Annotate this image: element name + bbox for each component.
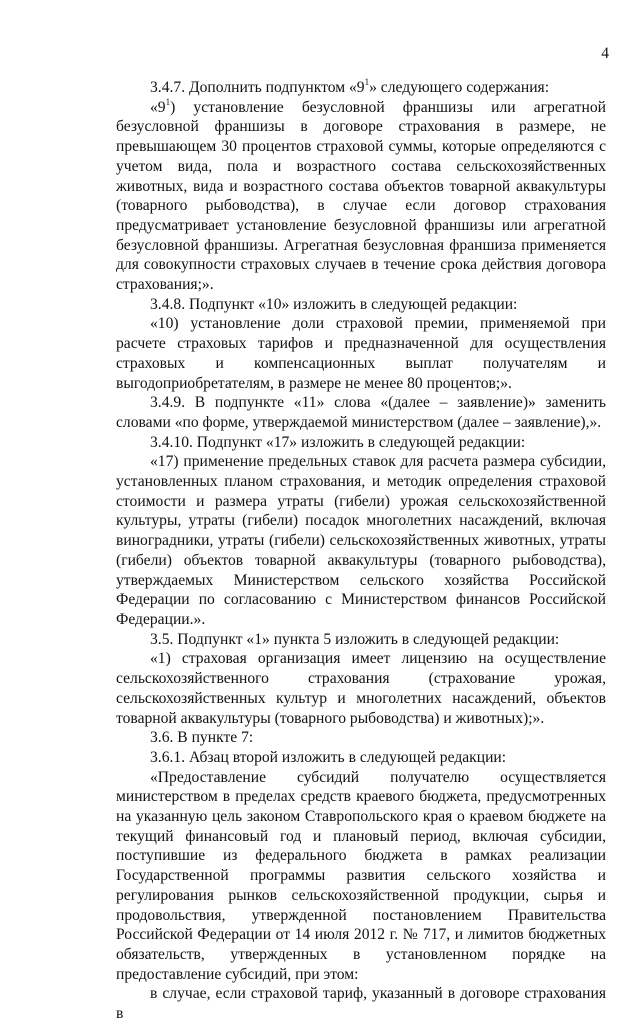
document-body: [116, 78, 606, 1024]
superscript: 1: [165, 96, 171, 107]
paragraph-subsidy-provision: «Предоставление субсидий получателю осуществляется министерством в пределах средств краевого бюджета, предусмотренных на указанную цель законом Ставропольского края о краевом бюджете на текущий финансовый год и плановый период, включая субсидии, поступившие из федерального бюджета в рамках реализации Государственной программы развития сельского хозяйства и регулирования рынков сельскохозяйственной продукции, сырья и продовольствия, утвержденной постановлением Правительства Российской Федерации от 14 июля 2012 г. № 717, и лимитов бюджетных обязательств, утвержденных в установленном порядке на предоставление субсидий, при этом:: [116, 768, 606, 983]
paragraph-3-6-1: 3.6.1. Абзац второй изложить в следующей редакции:: [150, 748, 507, 766]
paragraph-3-5: 3.5. Подпункт «1» пункта 5 изложить в следующей редакции:: [150, 630, 560, 648]
paragraph-subitem-1: «1) страховая организация имеет лицензию на осуществление сельскохозяйственного страхования (страхование урожая, сельскохозяйственных культур и многолетних насаждений, объектов товарной аквакультуры (товарного рыбоводства) и животных);».: [116, 650, 606, 727]
superscript: 1: [364, 76, 370, 87]
paragraph-subitem-9-1: «$9^1$) установление безусловной франшизы или агрегатной безусловной франшизы в договоре страхования в размере, не превышающем 30 процентов страховой суммы, которые определяются с учетом вида, пола и возрастного состава сельскохозяйственных животных, вида и возрастного состава объектов товарной аквакультуры (товарного рыбоводства), в случае если договор страхования предусматривает установление безусловной франшизы или агрегатной безусловной франшизы. Агрегатная безусловная франшиза применяется для совокупности страховых случаев в течение срока действия договора страхования;».: [116, 96, 606, 294]
paragraph-3-4-9: 3.4.9. В подпункте «11» слова «(далее – заявление)» заменить словами «по форме, утверждаемой министерством (далее – заявление),».: [116, 394, 606, 431]
paragraph-3-4-8: 3.4.8. Подпункт «10» изложить в следующей редакции:: [150, 295, 518, 313]
paragraph-3-4-10: 3.4.10. Подпункт «17» изложить в следующей редакции:: [150, 433, 526, 451]
paragraph-subitem-17: «17) применение предельных ставок для расчета размера субсидии, установленных планом страхования, и методик определения страховой стоимости и размера утраты (гибели) урожая сельскохозяйственной культуры, утраты (гибели) посадок многолетних насаждений, включая виноградники, утраты (гибели) сельскохозяйственных животных, утраты (гибели) объектов товарной аквакультуры (товарного рыбоводства), утверждаемых Министерством сельского хозяйства Российской Федерации по согласованию с Министерством финансов Российской Федерации.».: [116, 453, 606, 628]
paragraph-3-4-7: 3.4.7. Дополнить подпунктом «$9^1$» следующего содержания:: [150, 76, 550, 96]
page-number: 4: [601, 45, 609, 62]
paragraph-3-6: 3.6. В пункте 7:: [150, 729, 254, 747]
paragraph-insurance-tariff: в случае, если страховой тариф, указанный в договоре страхования в: [116, 985, 606, 1023]
paragraph-subitem-10: «10) установление доли страховой премии, применяемой при расчете страховых тарифов и предназначенной для осуществления страховых и компенсационных выплат получателям и выгодоприобретателям, в размере не менее 80 процентов;».: [116, 315, 606, 392]
